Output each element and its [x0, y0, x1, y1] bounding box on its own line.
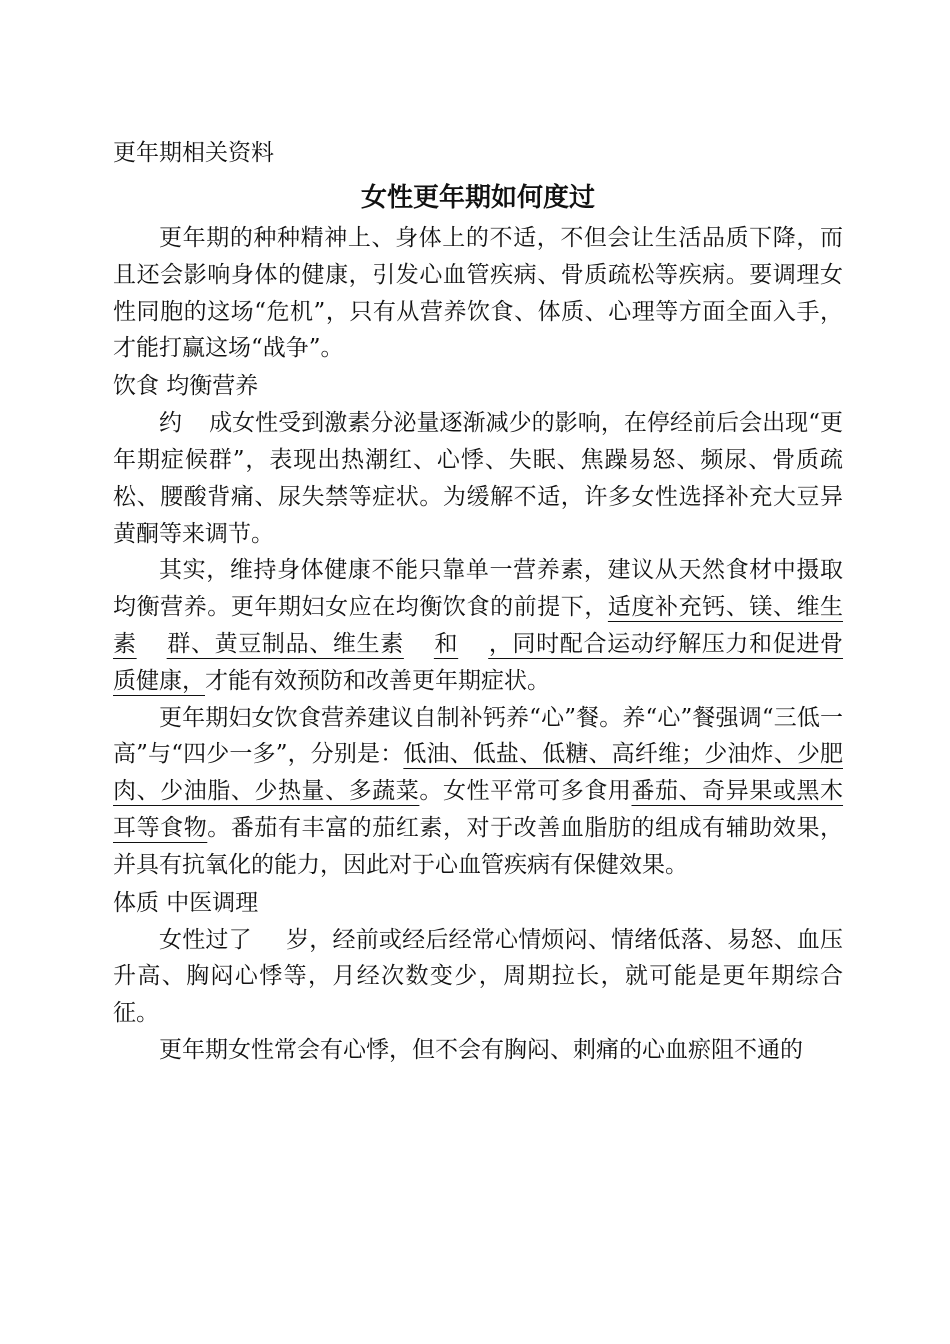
diet-paragraph-3 — [113, 700, 843, 884]
section-heading-tcm: 体质 中医调理 — [113, 889, 259, 916]
document-page — [113, 128, 843, 1069]
diet-p2-underline-2: 群、黄豆制品、维生素 — [166, 630, 404, 657]
diet-p2-text-b: 才能有效预防和改善更年期症状。 — [205, 667, 550, 694]
diet-p2-text-a: 其实，维持身体健康不能只靠单一营养素，建议从天然食材中摄取均衡营养。更年期妇女应在均衡饮食的前提下， — [113, 557, 843, 621]
document-title: 女性更年期如何度过 — [360, 183, 595, 213]
diet-p1-text-a: 约 — [159, 410, 183, 437]
diet-paragraph-1 — [113, 405, 843, 552]
diet-paragraph-2 — [113, 552, 843, 699]
diet-p2-underline-1: 适度补充钙、镁、维生素 — [113, 594, 844, 657]
diet-p2-underline-3: 和 — [433, 630, 459, 657]
document-label: 更年期相关资料 — [113, 140, 274, 166]
tcm-paragraph-1 — [113, 922, 843, 1032]
intro-paragraph: 更年期的种种精神上、身体上的不适，不但会让生活品质下降，而且还会影响身体的健康，引发心血管疾病、骨质疏松等疾病。要调理女性同胞的这场“危机”，只有从营养饮食、体质、心理等方面全面入手，才能打赢这场“战争”。 — [113, 225, 843, 362]
underlined-recommended-foods: 番茄、奇异果或黑木耳等食物 — [113, 778, 844, 841]
tcm-p1-text-b: 岁，经前或经后经常心情烦闷、情绪低落、易怒、血压升高、胸闷心悸等，月经次数变少，周期拉长，就可能是更年期综合征。 — [113, 926, 844, 1027]
diet-p3-text-b: 。女性平常可多食用 — [419, 778, 632, 805]
tcm-paragraph-2: 更年期女性常会有心悸，但不会有胸闷、刺痛的心血瘀阻不通的 — [159, 1036, 803, 1063]
diet-p3-text-a: 更年期妇女饮食营养建议自制补钙养“心”餐。养“心”餐强调“三低一高”与“四少一多”，分别是： — [113, 704, 843, 768]
section-heading-diet: 饮食 均衡营养 — [113, 373, 259, 400]
diet-p2-underline-4: ，同时配合运动纾解压力和促进骨质健康， — [113, 630, 844, 694]
diet-p3-text-c: 。番茄有丰富的茄红素，对于改善血脂肪的组成有辅助效果，并具有抗氧化的能力，因此对于心血管疾病有保健效果。 — [113, 814, 844, 878]
diet-p1-text-b: 成女性受到激素分泌量逐渐减少的影响，在停经前后会出现“更年期症候群”，表现出热潮红、心悸、失眠、焦躁易怒、频尿、骨质疏松、腰酸背痛、尿失禁等症状。为缓解不适，许多女性选择补充大豆异黄酮等来调节。 — [113, 410, 843, 547]
underlined-diet-principles: 低油、低盐、低糖、高纤维；少油炸、少肥肉、少油脂、少热量、多蔬菜 — [113, 741, 843, 805]
tcm-p1-text-a: 女性过了 — [159, 926, 252, 953]
